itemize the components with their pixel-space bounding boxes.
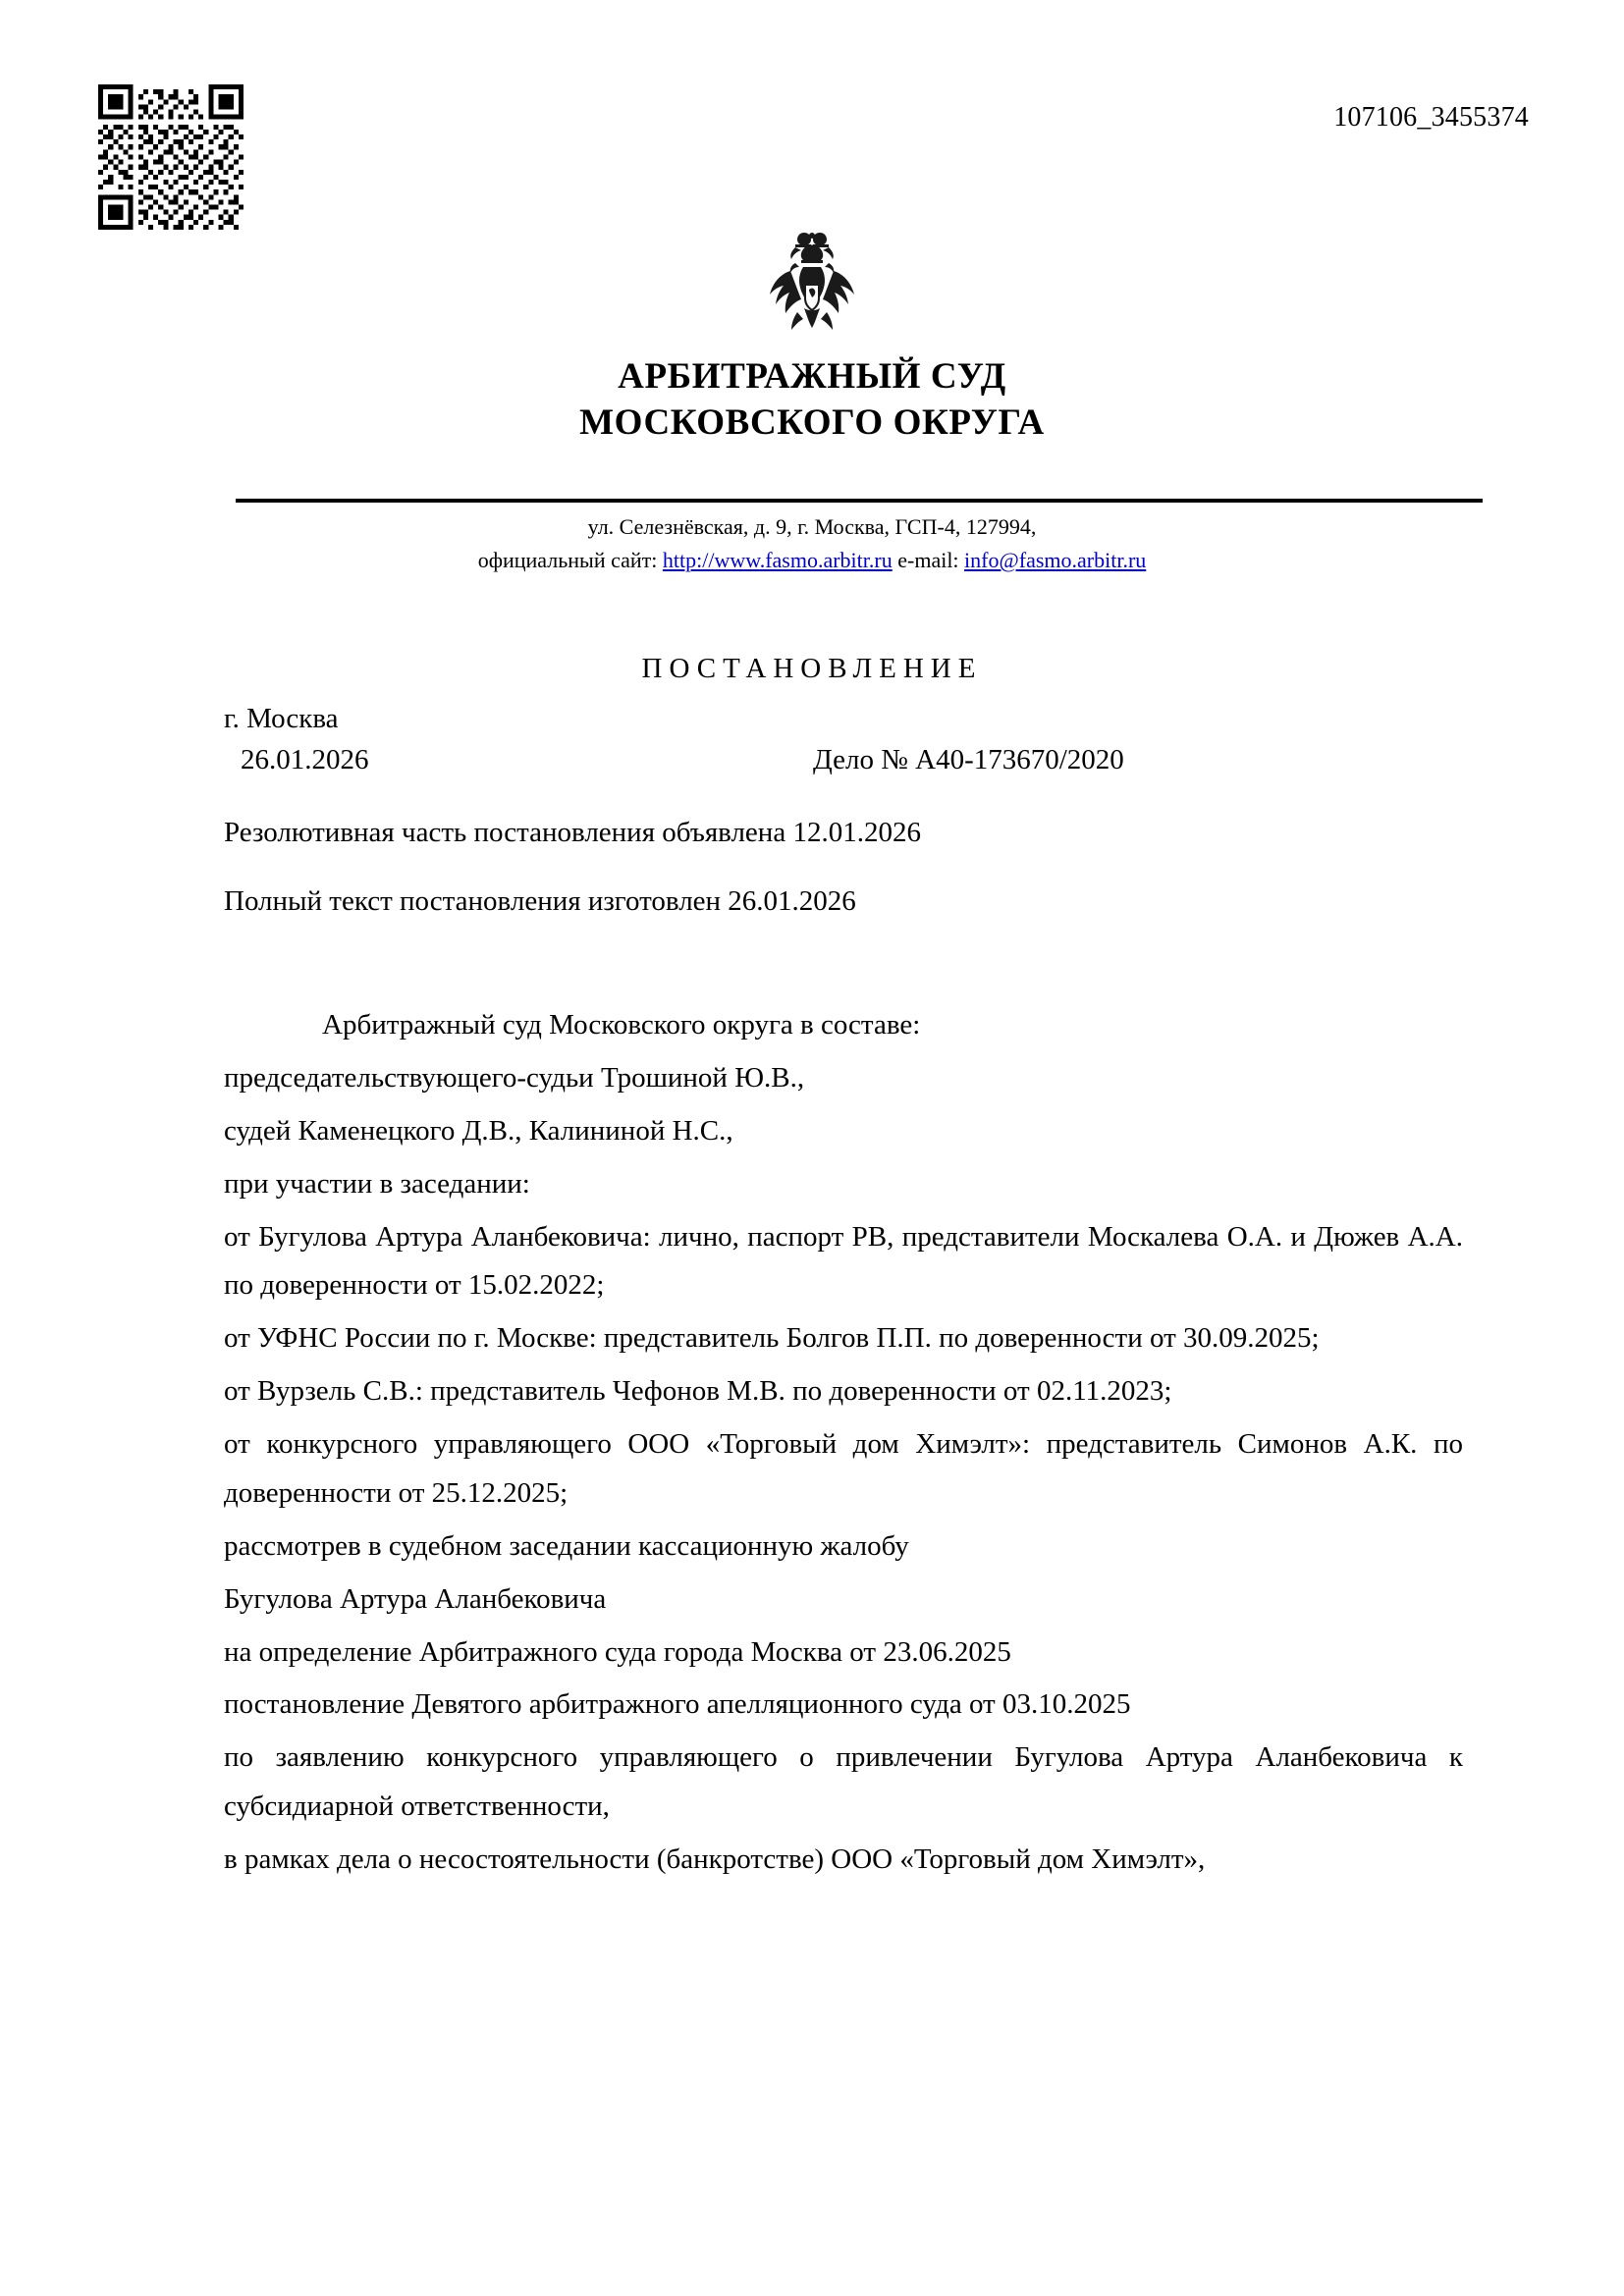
participant-vurzel: от Вурзель С.В.: представитель Чефонов М.В. по доверенности от 02.11.2023; [224, 1375, 1172, 1408]
judges: судей Каменецкого Д.В., Калининой Н.С., [224, 1114, 733, 1147]
header-divider [236, 499, 1483, 503]
appellant-name: Бугулова Артура Аланбековича [224, 1582, 607, 1615]
participant-manager: от конкурсного управляющего ООО «Торговый дом Химэлт»: представитель Симонов А.К. по доверенности от 25.12.2025; [224, 1428, 1463, 1509]
russian-coat-of-arms-icon [0, 228, 1624, 343]
email-label: e-mail: [892, 548, 965, 573]
document-type-heading: ПОСТАНОВЛЕНИЕ [641, 653, 983, 684]
court-name-line2: МОСКОВСКОГО ОКРУГА [579, 402, 1045, 444]
court-contacts [0, 544, 1624, 577]
reviewed-intro: рассмотрев в судебном заседании кассационную жалобу [224, 1529, 909, 1562]
court-email-link[interactable]: info@fasmo.arbitr.ru [964, 548, 1147, 573]
court-name-line1: АРБИТРАЖНЫЙ СУД [618, 356, 1006, 397]
court-name [0, 353, 1624, 447]
presiding-judge: председательствующего-судьи Трошиной Ю.В., [224, 1061, 805, 1094]
document-body [224, 1001, 1463, 1889]
resolution-announced-line: Резолютивная часть постановления объявлена 12.01.2026 [224, 817, 921, 848]
composition-intro: Арбитражный суд Московского округа в составе: [322, 1009, 921, 1041]
bankruptcy-case: в рамках дела о несостоятельности (банкротстве) ООО «Торговый дом Химэлт», [224, 1843, 1206, 1875]
court-website-link[interactable]: http://www.fasmo.arbitr.ru [662, 548, 893, 573]
qr-code-icon [98, 84, 244, 230]
participant-bugulov: от Бугулова Артура Аланбековича: лично, паспорт РВ, представители Москалева О.А. и Дюжев А.А. по доверенности от 15.02.2022; [224, 1220, 1463, 1302]
court-address-block [0, 510, 1624, 577]
document-city: г. Москва [224, 703, 339, 734]
case-number: Дело № А40-173670/2020 [813, 744, 1124, 775]
court-address: ул. Селезнёвская, д. 9, г. Москва, ГСП-4, 127994, [587, 514, 1037, 539]
document-code: 107106_3455374 [1333, 102, 1529, 133]
appealed-ruling: на определение Арбитражного суда города Москва от 23.06.2025 [224, 1635, 1011, 1668]
appealed-decision: постановление Девятого арбитражного апелляционного суда от 03.10.2025 [224, 1688, 1131, 1721]
participant-ufns: от УФНС России по г. Москве: представитель Болгов П.П. по доверенности от 30.09.2025; [224, 1322, 1320, 1355]
participants-intro: при участии в заседании: [224, 1167, 530, 1200]
application-subject: по заявлению конкурсного управляющего о привлечении Бугулова Артура Аланбековича к субсидиарной ответственности, [224, 1741, 1463, 1823]
document-date: 26.01.2026 [241, 744, 369, 775]
site-label: официальный сайт: [477, 548, 663, 573]
full-text-made-line: Полный текст постановления изготовлен 26.01.2026 [224, 885, 856, 917]
